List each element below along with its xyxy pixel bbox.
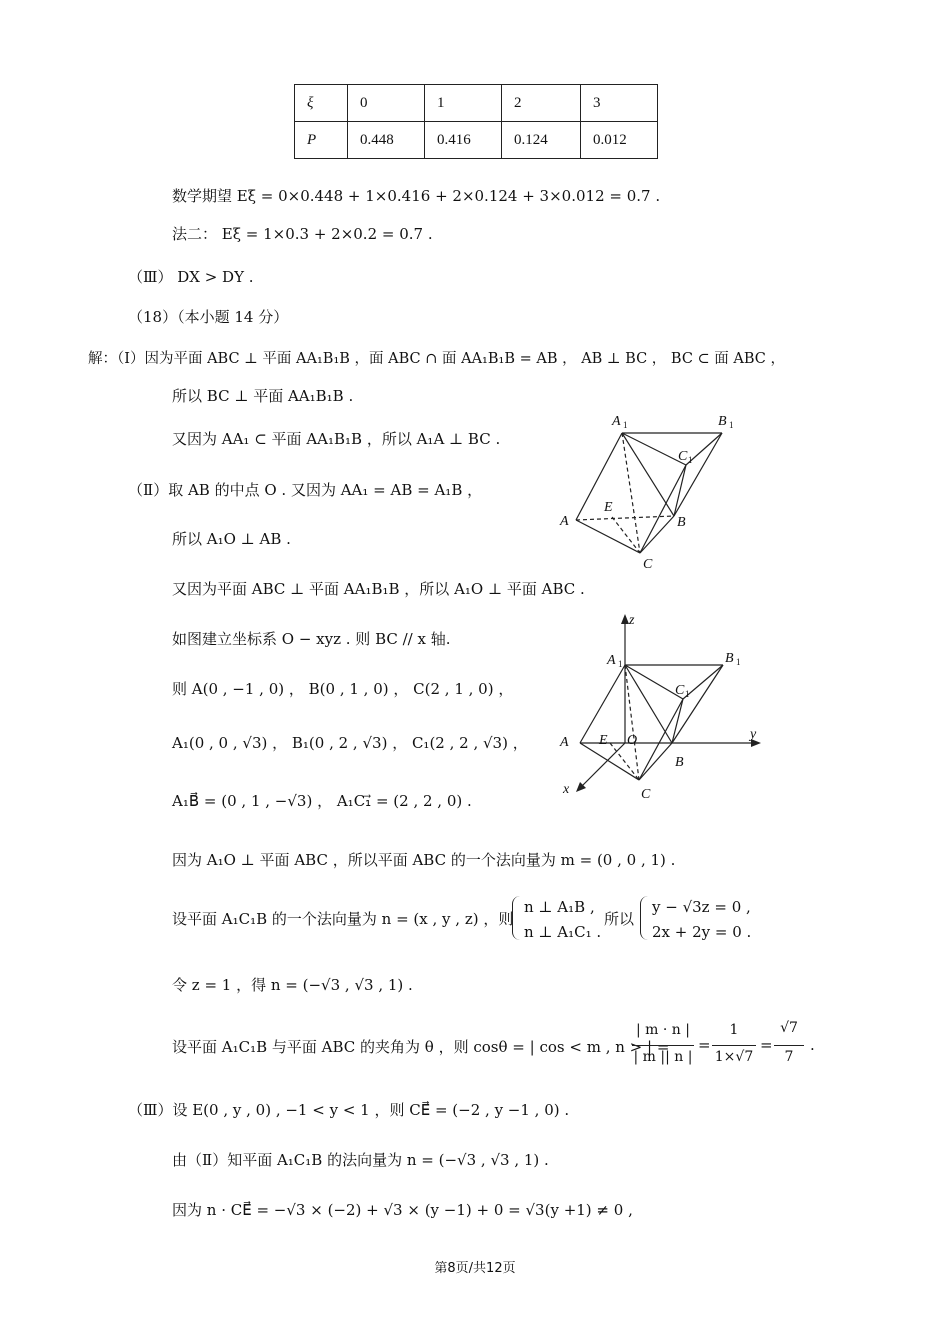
part-three-answer: （Ⅲ） DX > DY . <box>128 268 254 286</box>
text-line: 则 A(0 , −1 , 0) ， B(0 , 1 , 0) ， C(2 , 1 , 0) ， <box>172 680 514 698</box>
text-line: 因为 n · CE⃗ = −√3 × (−2) + √3 × (y −1) + 0 = √3(y +1) ≠ 0 , <box>172 1201 633 1219</box>
label-E: E <box>604 500 613 515</box>
problem-heading: （18）（本小题 14 分） <box>128 308 289 326</box>
text-line: 设平面 A₁C₁B 与平面 ABC 的夹角为 θ ，则 cosθ = | cos < m , n > | = <box>172 1038 670 1056</box>
left-brace <box>640 896 651 940</box>
table-cell: 1 <box>425 85 502 122</box>
label-sub: 1 <box>685 689 690 699</box>
equals-sign: = <box>698 1036 711 1054</box>
fraction-numerator: √7 <box>780 1020 798 1036</box>
table-cell: 3 <box>581 85 658 122</box>
label-C: C <box>641 787 651 802</box>
text-line: 又因为平面 ABC ⊥ 平面 AA₁B₁B ，所以 A₁O ⊥ 平面 ABC . <box>172 580 585 598</box>
equals-sign: = <box>760 1036 773 1054</box>
page-footer: 第8页/共12页 <box>434 1261 516 1276</box>
fraction-numerator: 1 <box>729 1022 739 1038</box>
text-line: y − √3z = 0 , <box>652 898 751 916</box>
label-sub: 1 <box>623 420 628 430</box>
text-line: 又因为 AA₁ ⊂ 平面 AA₁B₁B ，所以 A₁A ⊥ BC . <box>172 430 501 448</box>
label-C1: C <box>675 683 685 698</box>
fraction-bar <box>712 1045 756 1046</box>
text-line: 所以 A₁O ⊥ AB . <box>172 530 291 548</box>
fraction-bar <box>774 1045 804 1046</box>
label-sub: 1 <box>729 420 734 430</box>
text-line: 如图建立坐标系 O − xyz . 则 BC // x 轴. <box>172 630 451 648</box>
label-B1: B <box>718 414 727 429</box>
label-B1: B <box>725 651 734 666</box>
fraction-bar <box>632 1045 694 1046</box>
label-A: A <box>560 735 569 750</box>
table-cell: P <box>295 122 348 159</box>
table-cell: 2 <box>502 85 581 122</box>
text-line: 所以 <box>604 910 635 928</box>
expectation-line: 数学期望 Eξ = 0×0.448 + 1×0.416 + 2×0.124 + 3×0.012 = 0.7 . <box>172 187 661 205</box>
text-line: 设平面 A₁C₁B 的一个法向量为 n = (x , y , z) ，则 <box>172 910 514 928</box>
label-A: A <box>560 514 569 529</box>
left-brace <box>512 896 523 940</box>
label-sub: 1 <box>736 657 741 667</box>
label-sub: 1 <box>688 455 693 465</box>
text-line: 2x + 2y = 0 . <box>652 923 752 941</box>
method-two-line: 法二： Eξ = 1×0.3 + 2×0.2 = 0.7 . <box>172 225 433 243</box>
fraction-denominator: | m || n | <box>633 1049 693 1065</box>
solution-part-three: （Ⅲ）设 E(0 , y , 0) , −1 < y < 1 ，则 CE⃗ = (−2 , y −1 , 0) . <box>128 1101 570 1119</box>
table-cell: 0.012 <box>581 122 658 159</box>
label-O: O <box>627 733 638 748</box>
label-x: x <box>563 782 570 797</box>
label-B: B <box>675 755 684 770</box>
fraction-numerator: | m · n | <box>636 1022 690 1038</box>
table-row <box>295 85 658 122</box>
table-row <box>295 122 658 159</box>
label-B: B <box>677 515 686 530</box>
label-A1: A <box>607 653 616 668</box>
fraction-denominator: 7 <box>784 1049 794 1065</box>
label-C: C <box>643 557 653 572</box>
table-cell: 0.448 <box>348 122 425 159</box>
table-cell: 0.124 <box>502 122 581 159</box>
label-z: z <box>629 613 635 628</box>
text-line: n ⊥ A₁C₁ . <box>524 923 602 941</box>
table-cell: ξ <box>295 85 348 122</box>
coordinate-figure <box>555 610 770 805</box>
label-y: y <box>750 727 757 742</box>
table-cell: 0.416 <box>425 122 502 159</box>
solution-part-one: 解：（Ⅰ）因为平面 ABC ⊥ 平面 AA₁B₁B ，面 ABC ∩ 面 AA₁B₁B = AB ， AB ⊥ BC ， BC ⊂ 面 ABC ， <box>88 351 786 367</box>
text-line: 由（Ⅱ）知平面 A₁C₁B 的法向量为 n = (−√3 , √3 , 1) . <box>172 1151 549 1169</box>
label-A1: A <box>612 414 621 429</box>
text-line: A₁(0 , 0 , √3) ， B₁(0 , 2 , √3) ， C₁(2 , 2 , √3) ， <box>172 734 528 752</box>
period: . <box>810 1036 815 1054</box>
solution-part-two: （Ⅱ）取 AB 的中点 O . 又因为 AA₁ = AB = A₁B ， <box>128 481 483 499</box>
label-C1: C <box>678 449 688 464</box>
table-cell: 0 <box>348 85 425 122</box>
text-line: 所以 BC ⊥ 平面 AA₁B₁B . <box>172 387 354 405</box>
distribution-table <box>294 84 658 159</box>
text-line: n ⊥ A₁B , <box>524 898 595 916</box>
text-line: A₁B⃗ = (0 , 1 , −√3) ， A₁C₁⃗ = (2 , 2 , 0) . <box>172 792 472 810</box>
text-line: 因为 A₁O ⊥ 平面 ABC ，所以平面 ABC 的一个法向量为 m = (0 , 0 , 1) . <box>172 851 676 869</box>
label-sub: 1 <box>618 659 623 669</box>
label-E: E <box>599 733 608 748</box>
prism-figure <box>550 405 750 575</box>
text-line: 令 z = 1 ，得 n = (−√3 , √3 , 1) . <box>172 976 413 994</box>
fraction-denominator: 1×√7 <box>714 1049 754 1065</box>
